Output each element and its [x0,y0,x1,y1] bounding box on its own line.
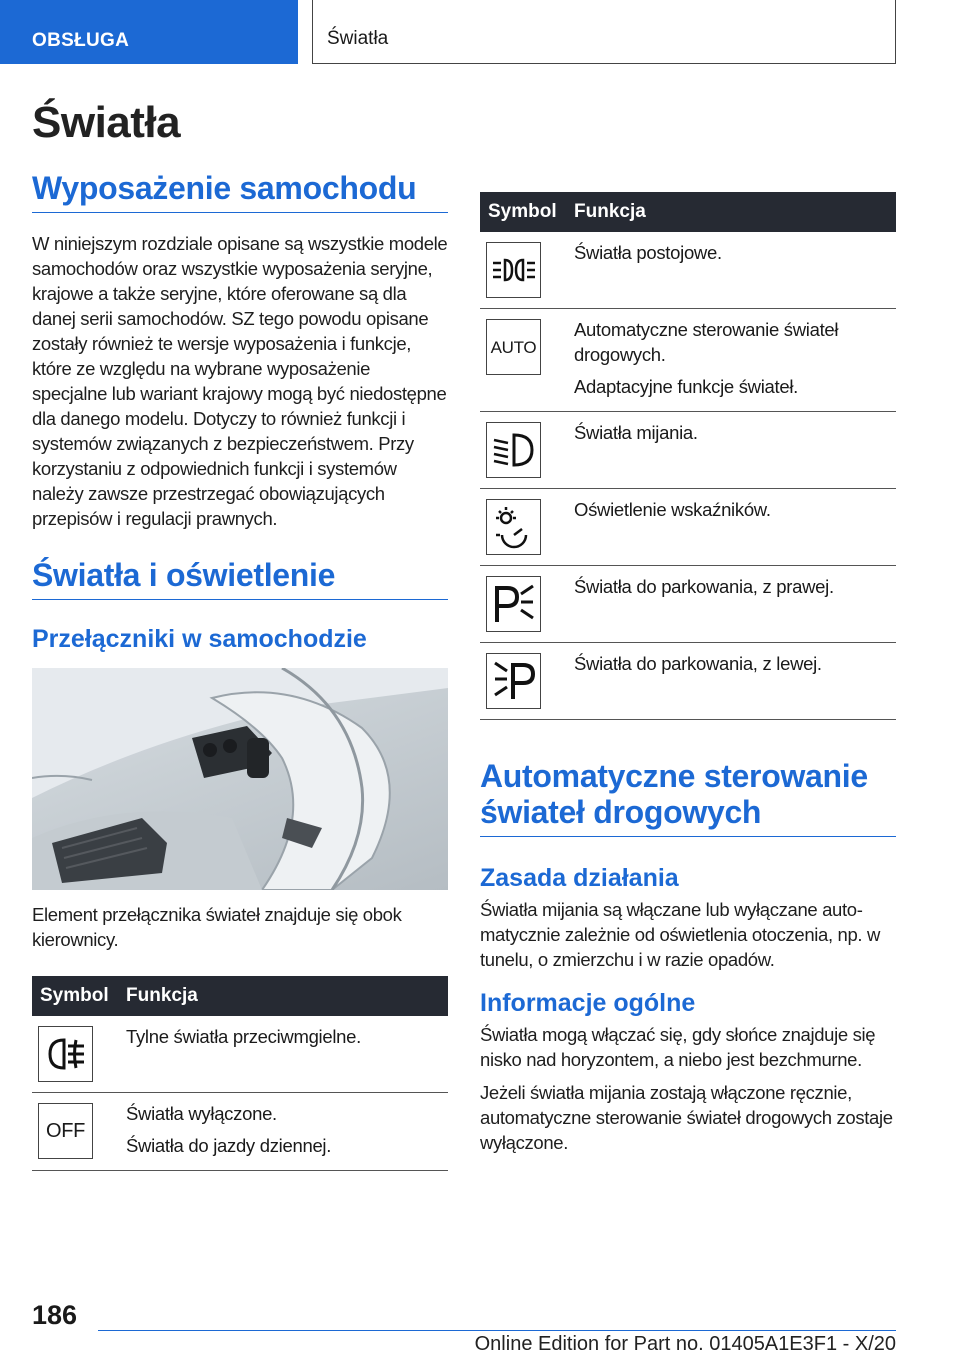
auto-icon: AUTO [486,319,541,375]
instrument-lighting-icon [486,499,541,555]
left-column [32,90,448,1171]
parking-light-right-icon [486,576,541,632]
light-switch-photo [32,668,448,890]
table-row [32,1016,448,1093]
table-row [480,232,896,309]
parking-lights-icon [486,242,541,298]
parking-light-left-icon [486,653,541,709]
switches-heading: Przełączniki w samochodzie [32,625,367,653]
auto-heading: Automatyczne sterowanie świateł drogowych [480,758,896,837]
photo-caption: Element przełącznika świateł znajduje się obok kierownicy. [32,904,402,950]
table-row [480,643,896,720]
table-row [480,412,896,489]
footer: Online Edition for Part no. 01405A1E3F1 - X/20 [98,1330,896,1356]
function-text: Światła wyłączone. [126,1103,277,1124]
function-text: Światła do parkowania, z lewej. [574,653,822,674]
table-row [480,489,896,566]
page-title: Światła [32,98,181,147]
function-text: Tylne światła przeciwmgielne. [126,1026,361,1047]
function-text: Światła do parkowania, z prawej. [574,576,834,597]
col-function: Funkcja [566,192,896,232]
principle-body: Światła mijania są włączane lub wyłączane automatycznie zależnie od oświetlenia otoczenia, np. w tunelu, o zmierzchu i w razie opadów. [480,899,881,970]
symbol-table-left [32,976,448,1171]
page-number: 186 [32,1300,78,1330]
rear-fog-light-icon [38,1026,93,1082]
table-row [480,309,896,412]
off-icon: OFF [38,1103,93,1159]
function-text: Oświetlenie wskaźników. [574,499,771,520]
section-tab: OBSŁUGA [0,0,298,64]
lights-heading: Światła i oświetlenie [32,557,448,600]
general-body-2: Jeżeli światła mijania zostają włączone ręcznie, automatyczne sterowanie świateł drogowych zostaje wyłączone. [480,1082,893,1153]
function-text: Adaptacyjne funkcje świateł. [574,376,799,397]
right-column [480,192,896,1155]
table-row [480,566,896,643]
chapter-header: Światła [312,0,896,64]
function-text: Światła postojowe. [574,242,722,263]
general-body-1: Światła mogą włączać się, gdy słońce znajduje się nisko nad horyzontem, a niebo jest bezchmurne. [480,1024,876,1070]
function-text: Światła mijania. [574,422,698,443]
equipment-heading: Wyposażenie samochodu [32,170,448,213]
table-row [32,1093,448,1171]
equipment-body: W niniejszym rozdziale opisane są wszystkie modele samochodów oraz wszystkie wyposażenia seryjne, krajowe a także seryjne, które oferowane są dla danej serii samochodów. SZ tego powodu opisane zostały również te wersje wyposażenia i funkcje, które ze względu na wybrane wyposażenie specjalne lub wariant krajowy mogą być niedostępne dla danego modelu. Dotyczy to również funkcji i systemów związanych z bezpieczeństwem. Przy korzystaniu z odpowiednich funkcji i systemów należy zawsze przestrzegać obowiązujących przepisów i regulacji prawnych. [32,233,448,529]
symbol-table-right [480,192,896,720]
principle-heading: Zasada działania [480,864,679,892]
function-text: Światła do jazdy dziennej. [126,1135,332,1156]
col-symbol: Symbol [32,976,118,1016]
general-heading: Informacje ogólne [480,989,696,1017]
col-function: Funkcja [118,976,448,1016]
col-symbol: Symbol [480,192,566,232]
function-text: Automatyczne sterowanie świateł drogowych. [574,319,839,365]
low-beam-icon [486,422,541,478]
